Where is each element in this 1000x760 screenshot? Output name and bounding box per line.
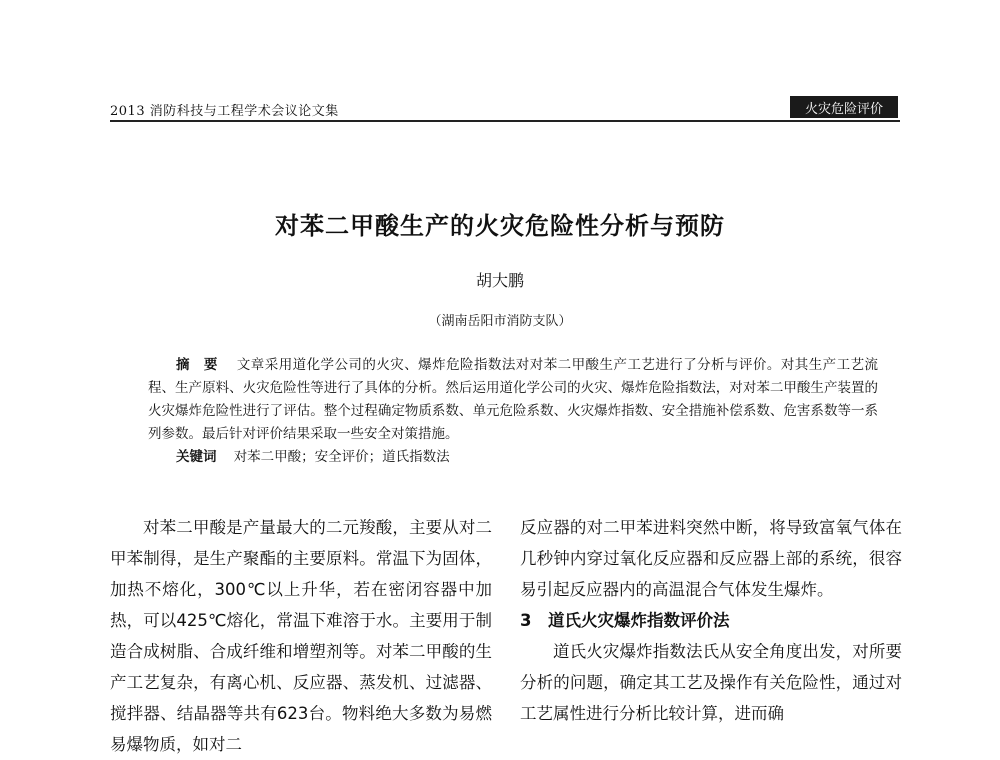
paper-author: 胡大鹏	[475, 271, 524, 290]
body-paragraph: 反应器的对二甲苯进料突然中断，将导致富氧气体在几秒钟内穿过氧化反应器和反应器上部的系统，很容易引起反应器内的高温混合气体发生爆炸。	[520, 518, 902, 599]
running-header: 2013 消防科技与工程学术会议论文集	[110, 104, 339, 119]
abstract-paragraph	[148, 354, 878, 446]
body-paragraph: 道氏火灾爆炸指数法氏从安全角度出发，对所要分析的问题，确定其工艺及操作有关危险性，通过对工艺属性进行分析比较计算，进而确	[520, 642, 902, 723]
section-heading: 3 道氏火灾爆炸指数评价法	[520, 611, 730, 630]
body-right-column	[520, 512, 902, 729]
paper-title: 对苯二甲酸生产的火灾危险性分析与预防	[275, 212, 725, 240]
keywords-text: 对苯二甲酸；安全评价；道氏指数法	[233, 449, 450, 465]
keywords-label: 关键词	[176, 449, 217, 465]
keywords-line	[148, 446, 878, 469]
body-paragraph: 对苯二甲酸是产量最大的二元羧酸，主要从对二甲苯制得，是生产聚酯的主要原料。常温下为固体，加热不熔化，300℃以上升华，若在密闭容器中加热，可以425℃熔化，常温下难溶于水。主要用于制造合成树脂、合成纤维和增塑剂等。对苯二甲酸的生产工艺复杂，有离心机、反应器、蒸发机、过滤器、搅拌器、结晶器等共有623台。物料绝大多数为易燃易爆物质，如对二	[110, 518, 492, 754]
abstract-block	[148, 354, 878, 469]
abstract-label: 摘 要	[176, 357, 218, 373]
abstract-text: 文章采用道化学公司的火灾、爆炸危险指数法对对苯二甲酸生产工艺进行了分析与评价。对其生产工艺流程、生产原料、火灾危险性等进行了具体的分析。然后运用道化学公司的火灾、爆炸危险指数法，对对苯二甲酸生产装置的火灾爆炸危险性进行了评估。整个过程确定物质系数、单元危险系数、火灾爆炸指数、安全措施补偿系数、危害系数等一系列参数。最后针对评价结果采取一些安全对策措施。	[148, 357, 879, 442]
section-tag: 火灾危险评价	[790, 96, 898, 118]
header-divider	[110, 120, 900, 122]
body-left-column	[110, 512, 492, 760]
paper-affiliation: （湖南岳阳市消防支队）	[428, 314, 572, 329]
